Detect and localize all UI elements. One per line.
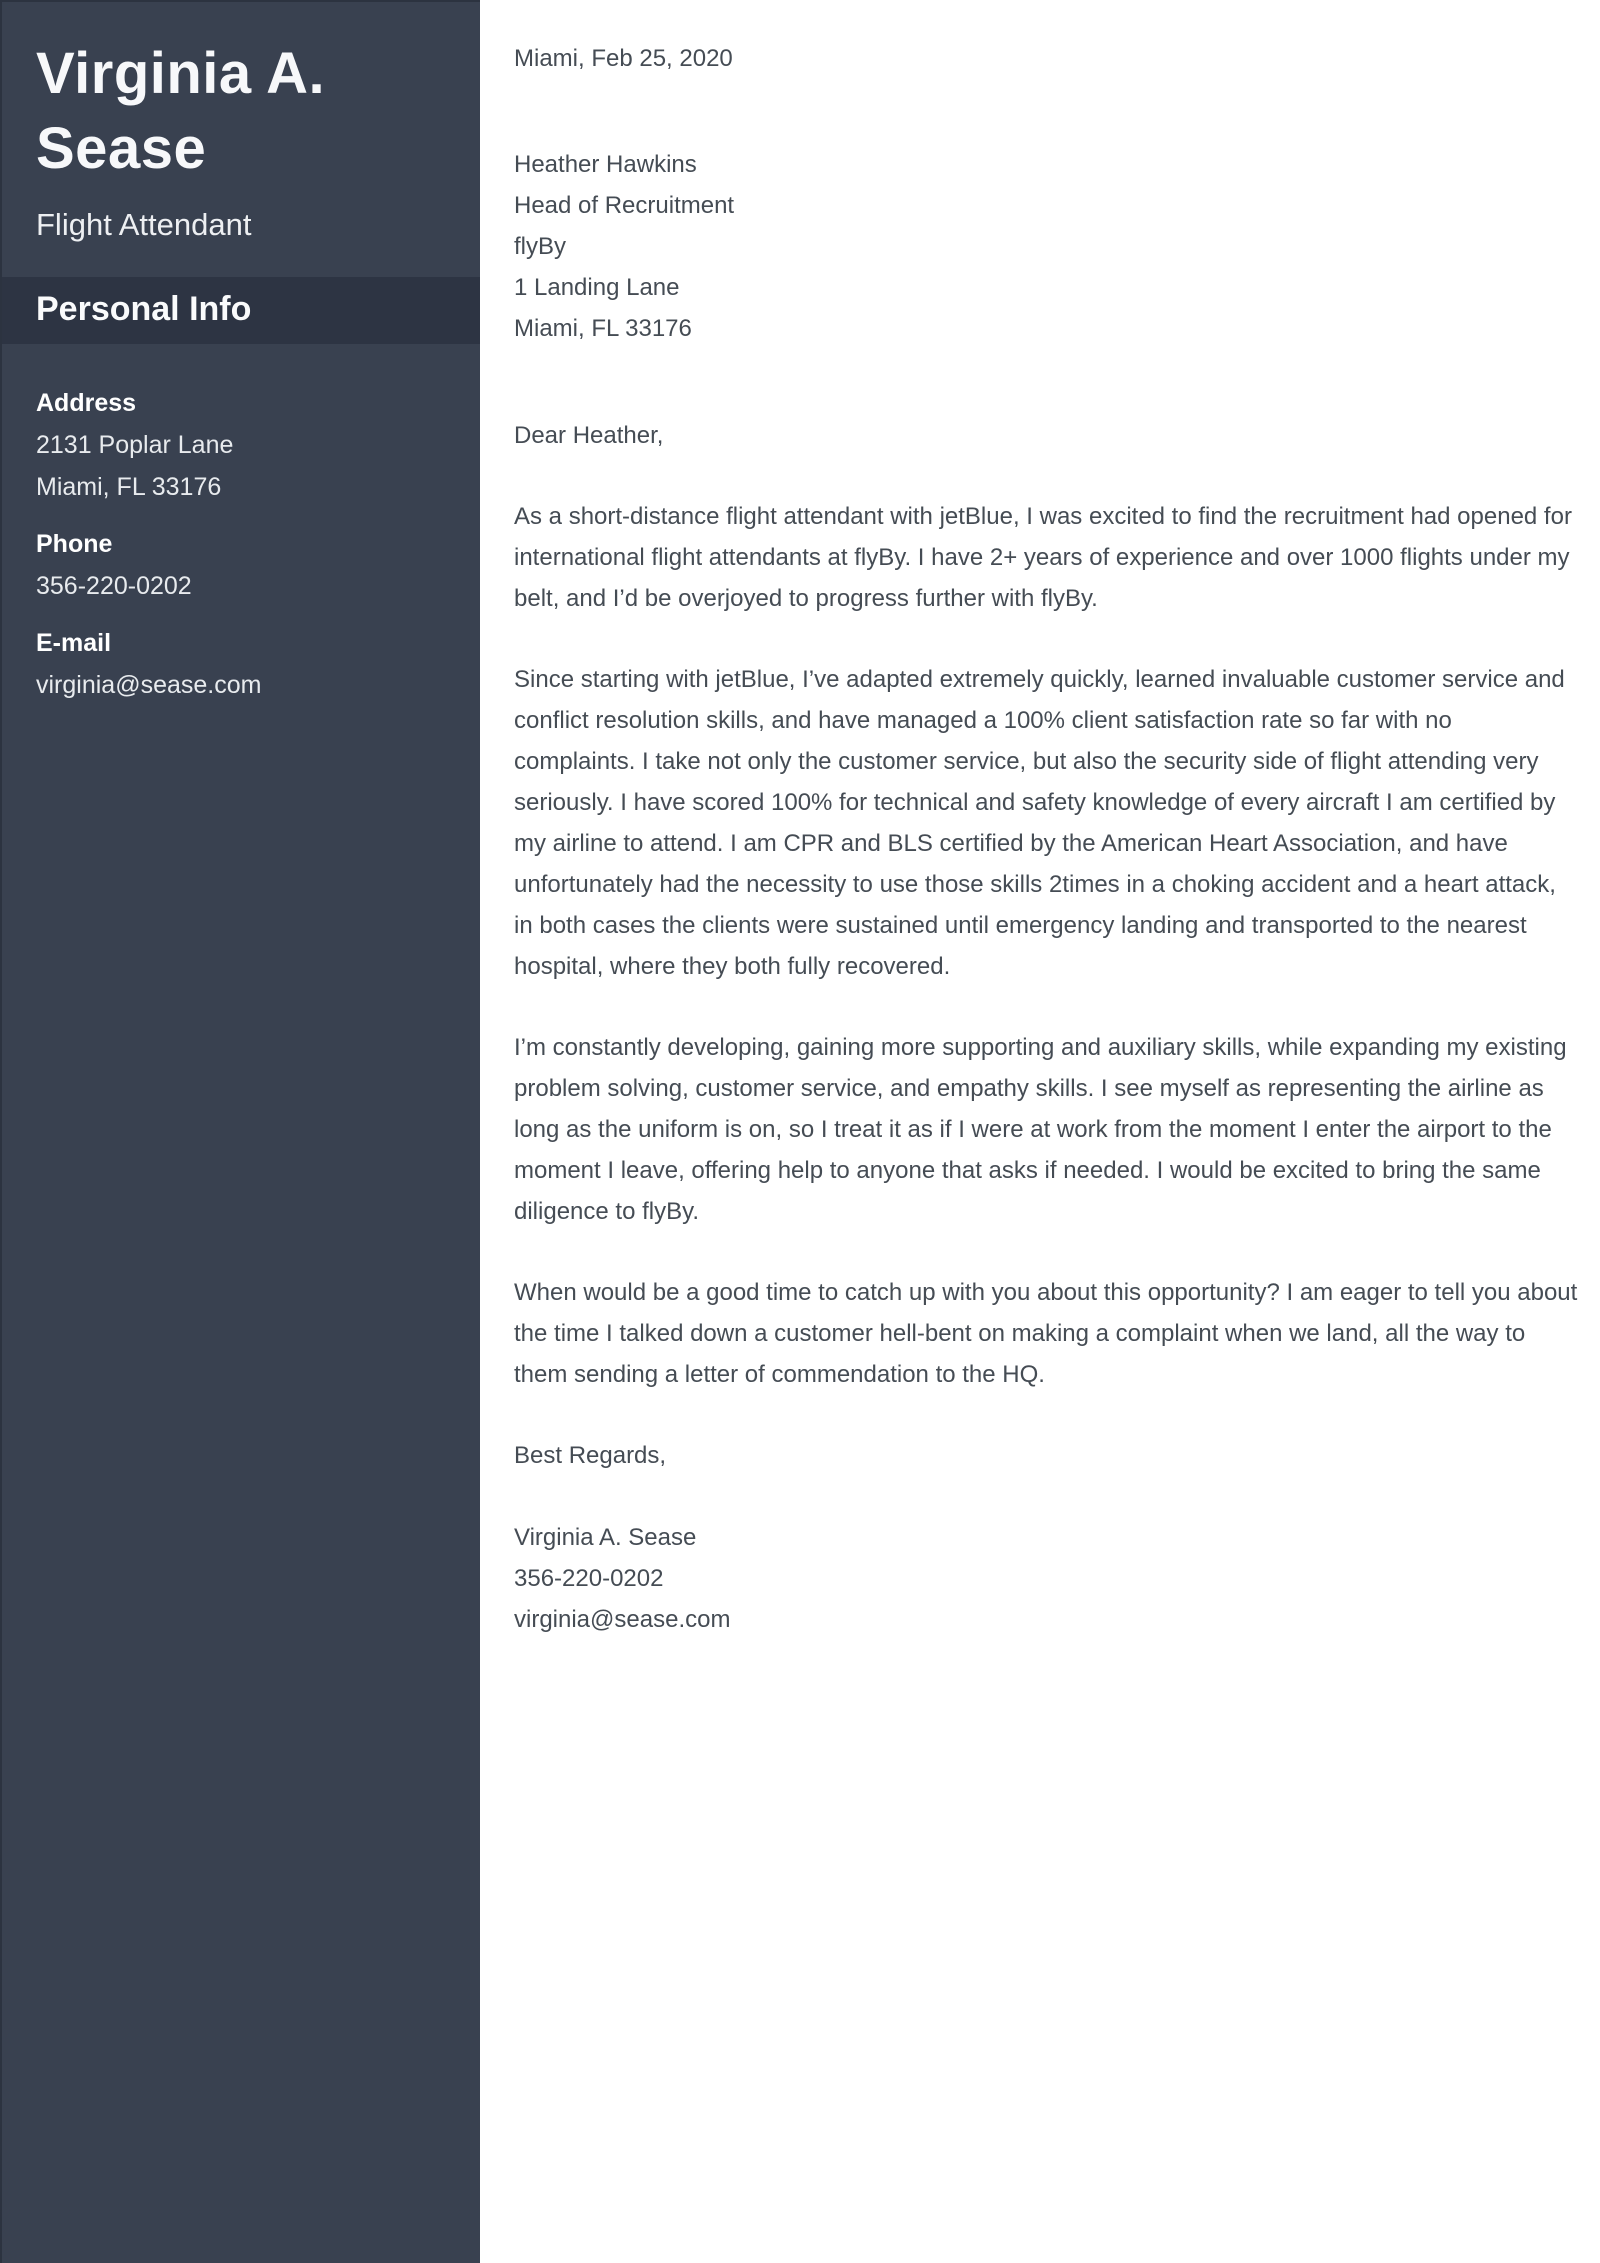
email-field xyxy=(36,622,446,706)
sidebar xyxy=(0,0,480,2263)
address-line-2: Miami, FL 33176 xyxy=(36,472,222,501)
phone-field xyxy=(36,523,446,607)
email-label: E-mail xyxy=(36,628,112,657)
signature-block xyxy=(514,1517,1578,1640)
paragraph-4: When would be a good time to catch up with you about this opportunity? I am eager to tell you about the time I talked down a customer hell-bent on making a complaint when we land, all the way to them sending a letter of commendation to the HQ. xyxy=(514,1279,1578,1388)
closing: Best Regards, xyxy=(514,1442,667,1469)
email-value: virginia@sease.com xyxy=(36,670,262,699)
personal-info-section-title: Personal Info xyxy=(2,277,480,344)
signature-name: Virginia A. Sease xyxy=(514,1524,697,1551)
recipient-city: Miami, FL 33176 xyxy=(514,315,692,342)
address-line-1: 2131 Poplar Lane xyxy=(36,430,234,459)
personal-info-fields xyxy=(2,344,480,706)
signature-email: virginia@sease.com xyxy=(514,1606,731,1633)
recipient-street: 1 Landing Lane xyxy=(514,274,680,301)
address-label: Address xyxy=(36,388,137,417)
paragraph-1: As a short-distance flight attendant with jetBlue, I was excited to find the recruitment had opened for international flight attendants at flyBy. I have 2+ years of experience and over 1000 flights under my belt, and I’d be overjoyed to progress further with flyBy. xyxy=(514,503,1572,612)
applicant-name: Virginia A. Sease xyxy=(36,41,326,182)
letter-body xyxy=(480,0,1600,1640)
signature-phone: 356-220-0202 xyxy=(514,1565,664,1592)
recipient-company: flyBy xyxy=(514,233,567,260)
recipient-name: Heather Hawkins xyxy=(514,151,697,178)
sidebar-header xyxy=(2,2,480,243)
recipient-block xyxy=(514,144,1578,349)
address-field xyxy=(36,382,446,508)
date-line: Miami, Feb 25, 2020 xyxy=(514,45,733,72)
phone-label: Phone xyxy=(36,529,113,558)
recipient-title: Head of Recruitment xyxy=(514,192,735,219)
paragraph-2: Since starting with jetBlue, I’ve adapted extremely quickly, learned invaluable customer service and conflict resolution skills, and have managed a 100% client satisfaction rate so far with no complaints. I take not only the customer service, but also the security side of flight attending very seriously. I have scored 100% for technical and safety knowledge of every aircraft I am certified by my airline to attend. I am CPR and BLS certified by the American Heart Association, and have unfortunately had the necessity to use those skills 2times in a choking accident and a heart attack, in both cases the clients were sustained until emergency landing and transported to the nearest hospital, where they both fully recovered. xyxy=(514,666,1565,980)
applicant-job-title: Flight Attendant xyxy=(36,206,252,242)
paragraph-3: I’m constantly developing, gaining more supporting and auxiliary skills, while expanding my existing problem solving, customer service, and empathy skills. I see myself as representing the airline as long as the uniform is on, so I treat it as if I were at work from the moment I enter the airport to the moment I leave, offering help to anyone that asks if needed. I would be excited to bring the same diligence to flyBy. xyxy=(514,1034,1567,1225)
salutation: Dear Heather, xyxy=(514,422,664,449)
phone-value: 356-220-0202 xyxy=(36,571,192,600)
